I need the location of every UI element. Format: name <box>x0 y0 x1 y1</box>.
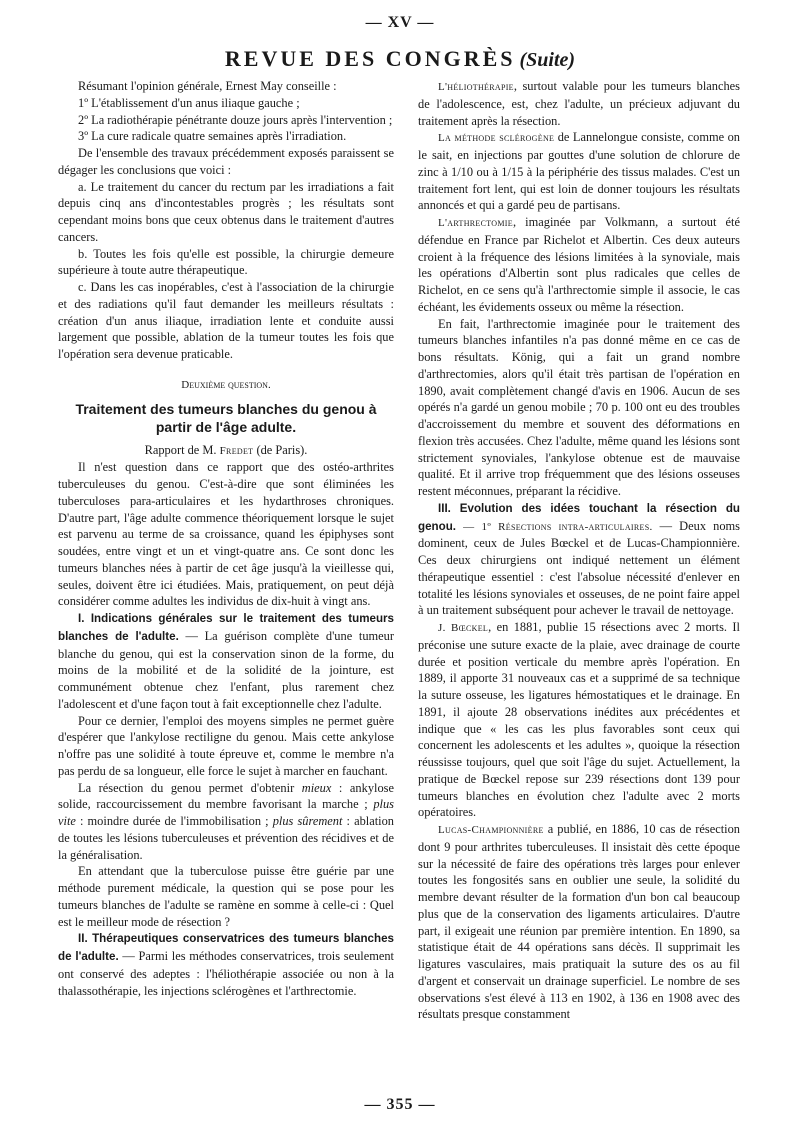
journal-title <box>0 46 800 72</box>
section-title: Traitement des tumeurs blanches du genou à partir de l'âge adulte. <box>75 400 377 435</box>
term: L'arthrectomie <box>438 217 513 229</box>
subsection-subtitle: — 1º Résections intra-articulaires. <box>463 520 653 533</box>
paragraph: c. Dans les cas inopérables, c'est à l'association de la chirurgie et des radiations qu'il faut demander les meilleurs résultats : création d'un anus iliaque, irradiation lente et conduite aussi largement que possible, ablation de la tumeur toutes les fois que l'opération sera devenue praticable. <box>58 280 394 361</box>
emphasis: mieux <box>301 780 332 795</box>
subsection-text: — Deux noms dominent, ceux de Jules Bœckel et de Lucas-Championnière. Ces deux chirurgiens ont indiqué nettement un élément thérapeutique essentiel : c'est l'absolue nécessité d'enlever en totalité les lésions synoviales et osseuses, de ne point faire appel à un traitement subséquent pour achever le travail de nettoyage. <box>418 518 740 618</box>
paragraph: Il n'est question dans ce rapport que des ostéo-arthrites tuberculeuses du genou. C'est-à-dire que sont éliminées les tuberculoses para-articulaires et les hydarthroses chroniques. D'autre part, l'âge adulte commence théoriquement lorsque le sujet est parvenu au terme de sa croissance, quand les épiphyses sont soudées, entre vingt et un et vingt-quatre ans. Ce sont donc les tumeurs blanches nées à partir de cet âge jusqu'à la vieillesse qui, seules, doivent être ici étudiées. Mais, pratiquement, on peut déjà considérer comme adultes les individus de dix-huit à vingt ans. <box>58 460 394 609</box>
report-suffix: (de Paris). <box>256 442 308 457</box>
paragraph <box>418 78 740 129</box>
paragraph <box>418 214 740 316</box>
right-column <box>418 78 740 1023</box>
paragraph <box>58 780 394 864</box>
paragraph: 2º La radiothérapie pénétrante douze jours après l'intervention ; <box>78 112 393 127</box>
paragraph: En fait, l'arthrectomie imaginée pour le traitement des tumeurs blanches infantiles n'a pas donné même en ce cas de bons résultats. König, qui a fait un grand nombre d'arthrectomies, alors qu'il était très partisan de l'opération en 1890, avait complètement changé d'avis en 1906. Aucun de ses opérés n'a gardé un genou mobile ; 70 p. 100 ont eu des troubles d'accroissement du membre et souvent des déformations en flexion très accusées. Chez l'adulte, même quand les lésions sont strictement synoviales, l'ankylose obtenue est de mauvaise qualité. Et il arrive trop fréquemment que des lésions osseuses restent méconnues, préparant la récidive. <box>418 316 740 498</box>
term: La méthode sclérogène <box>438 132 555 145</box>
text-run: de Lannelongue consiste, comme on le sait, en injections par gouttes d'une solution de chlorure de zinc à 1/10 ou à 1/15 à la périphérie des tissus malades. C'est un traitement fort lent, qui est loin de donner toujours les résultats annoncés et qui a gardé peu de partisans. <box>418 130 740 213</box>
page-roman-numeral: — XV — <box>365 14 435 31</box>
paragraph: En attendant que la tuberculose puisse être guérie par une méthode purement médicale, la question qui se pose pour les tumeurs blanches de l'adulte se ramène en somme à celle-ci : Quel est le meilleur mode de résection ? <box>58 864 394 929</box>
journal-title-text: REVUE DES CONGRÈS <box>224 46 516 71</box>
paragraph: Pour ce dernier, l'emploi des moyens simples ne permet guère d'espérer que l'ankylose rectiligne du genou. Mais cette ankylose n'offre pas une solidité à toute épreuve et, comme le membre n'a pas perdu de sa longueur, elle force le sujet à marcher en fauchant. <box>58 713 394 778</box>
paragraph <box>418 821 740 1023</box>
text-run: : ankylose solide, raccourcissement du membre favorisant la marche ; <box>58 780 394 812</box>
text-run: La résection du genou permet d'obtenir <box>78 780 295 795</box>
text-run: , surtout valable pour les tumeurs blanches de l'adolescence, est, chez l'adulte, un précieux adjuvant du traitement après la résection. <box>418 79 740 128</box>
subsection-text: — Parmi les méthodes conservatrices, trois seulement ont conservé des adeptes : l'héliothérapie associée ou non à la thalassothérapie, les injections sclérogènes et l'arthrectomie. <box>58 949 394 998</box>
page-number: — 355 — <box>364 1096 436 1113</box>
subsection-paragraph <box>58 610 394 713</box>
paragraph: b. Toutes les fois qu'elle est possible, la chirurgie demeure supérieure à toute autre thérapeutique. <box>58 246 394 278</box>
text-run: : moindre durée de l'immobilisation ; <box>80 814 269 828</box>
report-prefix: Rapport de M. <box>144 442 217 457</box>
text-run: , imaginée par Volkmann, a surtout été défendue en France par Richelot et Albertin. Ces deux auteurs croient à la fréquence des lésions limitées à la synoviale, mais les opérations d'Albertin sont plus radicales que celles de Richelot, en ce sens qu'à l'arthrectomie simple il associe, le cas échéant, les évidements osseux ou même la résection. <box>418 215 740 314</box>
paragraph <box>418 129 740 214</box>
paragraph <box>418 619 740 821</box>
subsection-title: III. Evolution des idées touchant la résection du genou. <box>418 501 740 533</box>
paragraph: a. Le traitement du cancer du rectum par les irradiations a fait depuis cinq ans d'incontestables progrès ; les résultats sont cependant moins bons que ceux obtenus dans le traitement d'autres cancers. <box>58 179 394 244</box>
text-run: , en 1881, publie 15 résections avec 2 morts. Il préconise une suture exacte de la plaie, avec drainage de courte durée et position verticale du membre après l'opération. En 1889, il apporte 31 nouveaux cas et a supprimé de sa technique la suture osseuse, les ligatures hémostatiques et le drainage. En 1891, il ajoute 28 observations inédites aux précédentes et indique que « les cas les plus favorables sont ceux qui concernent les adolescents et les adultes », quoique la résection réussisse toujours, quel que soit l'âge du sujet. Actuellement, la pratique de Bœckel repose sur 239 résections dont 139 pour tumeurs blanches en évolution chez l'adulte avec 2 morts opératoires. <box>418 620 740 820</box>
paragraph: 1º L'établissement d'un anus iliaque gauche ; <box>78 95 300 110</box>
author-name: Lucas-Championnière <box>438 824 544 836</box>
left-column <box>58 78 394 999</box>
emphasis: plus vite <box>58 797 394 828</box>
subsection-title: I. Indications générales sur le traitement des tumeurs blanches de l'adulte. <box>58 612 394 643</box>
journal-title-suite: (Suite) <box>519 49 576 71</box>
term: L'héliothérapie <box>438 81 514 93</box>
text-run: : ablation de toutes les lésions tuberculeuses et prévention des récidives et de la généralisation. <box>58 814 394 862</box>
emphasis: plus sûrement <box>272 814 343 828</box>
subsection-paragraph <box>418 500 740 619</box>
question-heading: Deuxième question. <box>181 378 271 391</box>
paragraph: Résumant l'opinion générale, Ernest May conseille : <box>78 79 337 93</box>
report-author-line <box>58 442 394 460</box>
subsection-text: — La guérison complète d'une tumeur blanche du genou, qui est la conservation sinon de la forme, du moins de la mobilité et de la solidité de la jointure, est communément obtenue chez l'enfant, plus rarement chez l'adolescent et d'une façon tout à fait exceptionnelle chez l'adulte. <box>58 628 394 711</box>
subsection-title: II. Thérapeutiques conservatrices des tumeurs blanches de l'adulte. <box>58 932 394 963</box>
paragraph: 3º La cure radicale quatre semaines après l'irradiation. <box>78 129 347 144</box>
subsection-paragraph <box>58 930 394 999</box>
text-run: a publié, en 1886, 10 cas de résection dont 9 pour arthrites tuberculeuses. Il insistait dès cette époque sur la nécessité de faire des opérations très larges pour enlever toutes les fongosités sans en oublier une seule, la solidité du membre devant résulter de la formation d'un bon cal beaucoup plus que de la conservation des ligaments articulaires. D'autre part, il exigeait une réunion par première intention. En 1890, sa statistique était de 44 opérations sans décès. Il supprimait les ligatures vasculaires, mais pratiquait la suture des os au fil d'argent et conservait un drainage superficiel. Le nombre de ses observations s'est élevé à 113 en 1902, à 136 en 1908 avec des résultats presque constamment <box>418 822 740 1022</box>
paragraph: De l'ensemble des travaux précédemment exposés paraissent se dégager les conclusions que voici : <box>58 146 394 177</box>
report-author: Fredet <box>219 444 254 457</box>
author-name: J. Bœckel <box>438 622 489 634</box>
